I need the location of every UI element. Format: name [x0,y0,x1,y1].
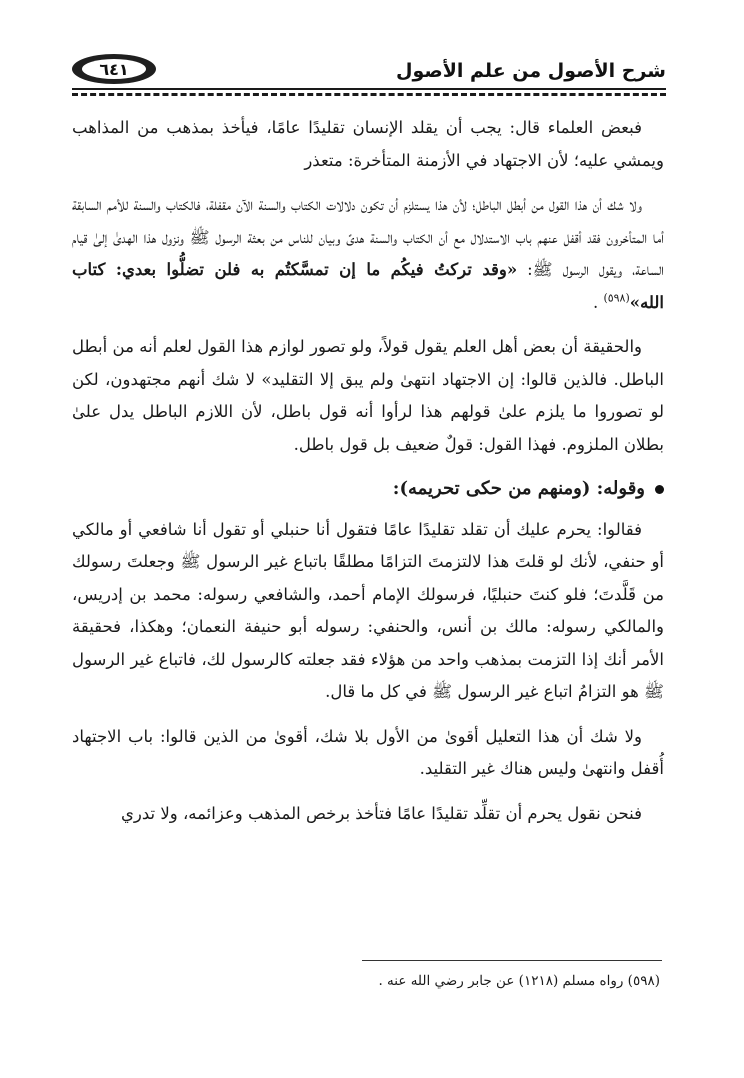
section-heading-text: وقوله: (ومنهم من حكى تحريمه): [392,478,645,499]
bullet-icon [655,485,664,494]
paragraph-4: فقالوا: يحرم عليك أن تقلد تقليدًا عامًا فتقول أنا حنبلي أو تقول أنا شافعي أو مالكي أو حنفي، لأنك لو قلتَ هذا لالتزمتَ التزامًا مطلقًا باتباع غير الرسول ﷺ وجعلتَ رسولك من قَلَّدتَ؛ فلو كنتَ حنبليًا، فرسولك الإمام أحمد، والشافعي رسوله: محمد بن إدريس، والمالكي رسوله: مالك بن أنس، والحنفي: رسوله أبو حنيفة النعمان؛ وهكذا، فحقيقة الأمر أنك إذا التزمت بمذهب واحد من هؤلاء فقد جعلته كالرسول لك، فاتباع غير الرسول ﷺ هو التزامُ اتباع غير الرسول ﷺ في كل ما قال. [72,519,664,701]
paragraph-2-text: ولا شك أن هذا القول من أبطل الباطل؛ لأن هذا يستلزم أن تكون دلالات الكتاب والسنة الآن مقفلة، فالكتاب والسنة للأمم السابقة أما المتأخرون فقد أقفل عنهم باب الاستدلال مع أن الكتاب والسنة هدىً وبيان للناس من بعثة الرسول ﷺ ونزول هذا الهدىٰ إلىٰ قيام الساعة، ويقول الرسول ﷺ: [72,195,664,279]
page-body [72,112,664,842]
footnote: (٥٩٨) رواه مسلم (١٢١٨) عن جابر رضي الله عنه . [378,973,660,989]
page-number: ٦٤١ [82,59,146,79]
page-number-badge [72,54,156,84]
footnote-reference: (٥٩٨) [603,291,630,304]
page-header [72,52,666,92]
paragraph-6: فنحن نقول يحرم أن تقلِّد تقليدًا عامًا فتأخذ برخص المذهب وعزائمه، ولا تدري [120,803,642,823]
running-title: شرح الأصول من علم الأصول [396,60,666,82]
header-divider [72,88,666,98]
paragraph-1: فبعض العلماء قال: يجب أن يقلد الإنسان تقليدًا عامًا، فيأخذ بمذهب من المذاهب ويمشي عليه؛ لأن الاجتهاد في الأزمنة المتأخرة: متعذر [72,118,664,170]
hadith-quote: «وقد تركتُ فيكُم ما إن تمسَّكتُم به فلن تضلُّوا بعدي: كتاب الله» [72,260,664,312]
paragraph-2-end: . [592,292,604,312]
footnote-divider [362,960,662,961]
paragraph-3: والحقيقة أن بعض أهل العلم يقول قولاً، ولو تصور لوازم هذا القول لعلم أنه من أبطل الباطل. فالذين قالوا: إن الاجتهاد انتهىٰ ولم يبق إلا التقليد» لا شك أنهم مجتهدون، لكن لو تصوروا ما يلزم علىٰ قولهم هذا لرأوا أنه قول باطل، لأن اللازم الباطل يدل علىٰ بطلان الملزوم. فهذا القول: قولٌ ضعيف بل قول باطل. [72,337,664,454]
section-heading [72,473,664,506]
paragraph-5: ولا شك أن هذا التعليل أقوىٰ من الأول بلا شك، أقوىٰ من الذين قالوا: باب الاجتهاد أُقفل وانتهىٰ وليس هناك غير التقليد. [72,726,664,778]
paragraph-2 [72,189,664,319]
